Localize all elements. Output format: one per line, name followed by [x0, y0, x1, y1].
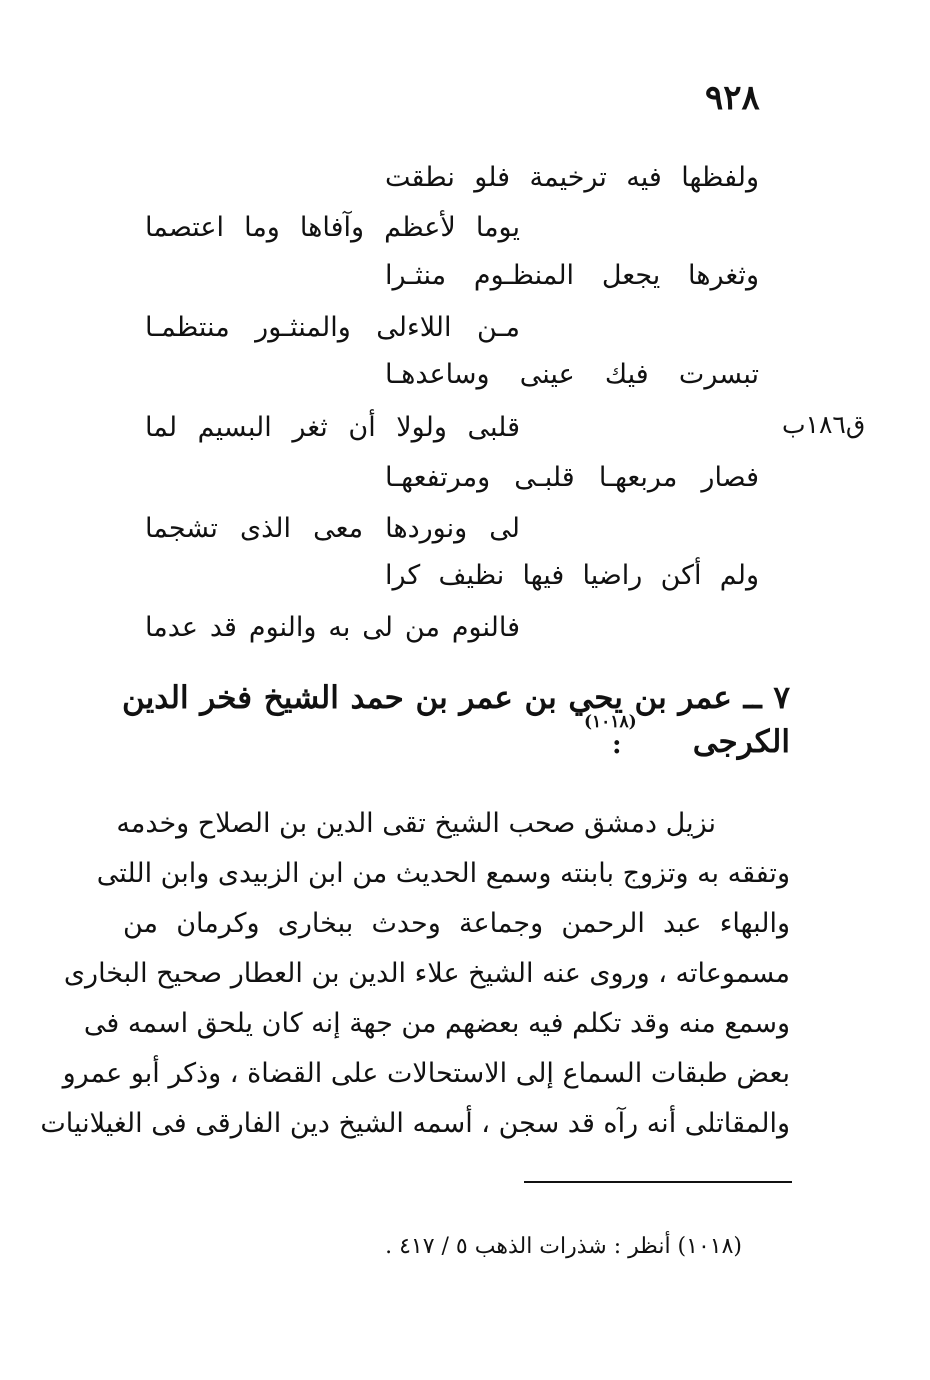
- footnote-reference: (١٠١٨): [584, 712, 637, 732]
- page-number: ٩٢٨: [705, 78, 760, 118]
- poem-verse-5-first: ولم أكن راضيا فيها نظيف كرا: [385, 560, 759, 591]
- manuscript-folio-note: ق١٨٦ب: [782, 410, 866, 439]
- footnote: (١٠١٨) أنظر : شذرات الذهب ٥ / ٤١٧ .: [385, 1234, 742, 1259]
- poem-verse-2-first: وثغرها يجعل المنظـوم منثـرا: [385, 260, 759, 291]
- poem-verse-4-second: لى ونوردها معى الذى تشجما: [145, 513, 520, 544]
- body-line-6: بعض طبقات السماع إلى الاستحالات على القضاة ، وذكر أبو عمرو: [62, 1058, 790, 1089]
- body-line-1: نزيل دمشق صحب الشيخ تقى الدين بن الصلاح وخدمه: [116, 808, 716, 839]
- poem-verse-5-second: فالنوم من لى به والنوم قد عدما: [145, 612, 520, 643]
- body-line-5: وسمع منه وقد تكلم فيه بعضهم من جهة إنه كان يلحق اسمه فى: [83, 1008, 790, 1039]
- poem-verse-1-first: ولفظها فيه ترخيمة فلو نطقت: [385, 162, 759, 193]
- entry-heading-line-1: ٧ ــ عمر بن يحي بن عمر بن حمد الشيخ فخر الدين: [122, 680, 790, 716]
- heading-colon: :: [612, 730, 622, 760]
- poem-verse-1-second: يوما لأعظم وآفاها وما اعتصما: [145, 212, 520, 243]
- body-line-7: والمقاتلى أنه رآه قد سجن ، أسمه الشيخ دين الفارقى فى الغيلانيات: [40, 1108, 790, 1139]
- footnote-divider: [524, 1181, 792, 1183]
- body-line-3: والبهاء عبد الرحمن وجماعة وحدث ببخارى وكرمان من: [123, 908, 790, 939]
- poem-verse-3-first: تبسرت فيك عينى وساعدهـا: [385, 359, 759, 390]
- body-line-2: وتفقه به وتزوج بابنته وسمع الحديث من ابن الزبيدى وابن اللتى: [96, 858, 790, 889]
- body-line-4: مسموعاته ، وروى عنه الشيخ علاء الدين بن العطار صحيح البخارى: [63, 958, 790, 989]
- poem-verse-2-second: مـن اللاءلى والمنثـور منتظمـا: [145, 312, 520, 343]
- entry-heading-line-2: الكرجى: [692, 724, 790, 760]
- poem-verse-4-first: فصار مربعهـا قلبـى ومرتفعهـا: [385, 462, 759, 493]
- poem-verse-3-second: قلبى ولولا أن ثغر البسيم لما: [145, 412, 520, 443]
